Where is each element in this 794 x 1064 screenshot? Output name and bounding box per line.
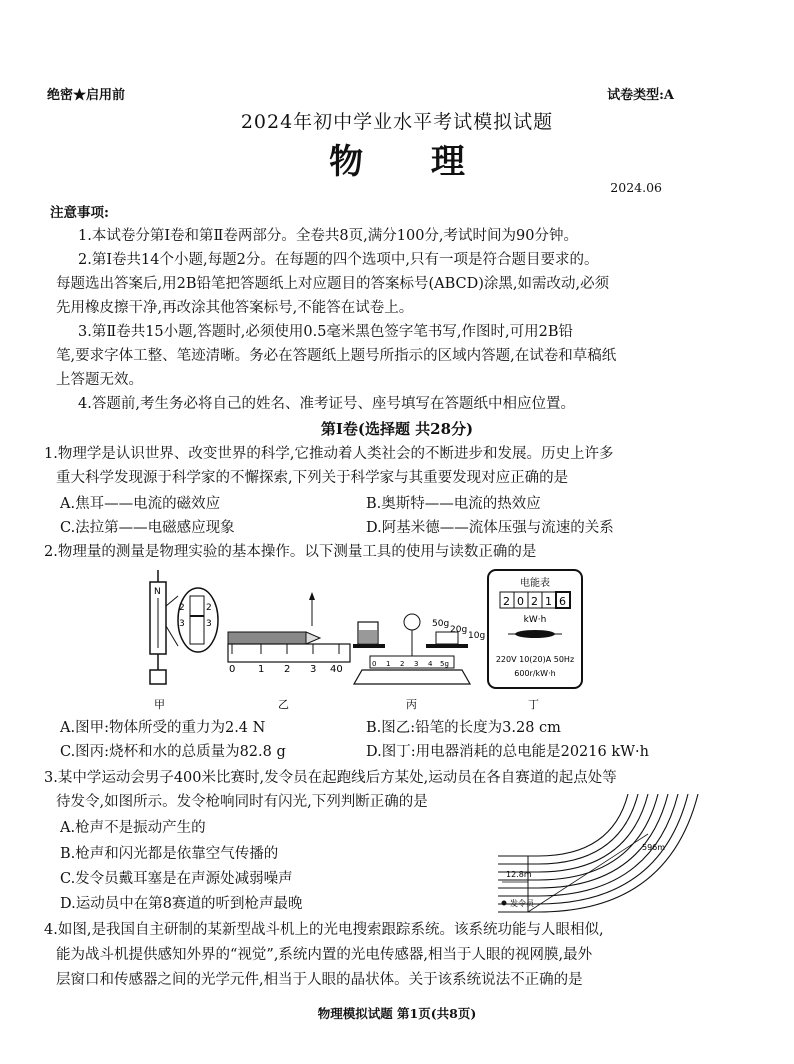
q1-option-b: B.奥斯特——电流的热效应 <box>366 496 541 512</box>
svg-text:3: 3 <box>206 619 212 629</box>
scale-tick-2: 2 <box>400 660 405 668</box>
q2-option-d: D.图丁:用电器消耗的总电能是20216 kW·h <box>366 744 649 760</box>
q3-option-a: A.枪声不是振动产生的 <box>60 820 206 836</box>
track-distance-596: 596m <box>642 843 666 852</box>
notice-line: 每题选出答案后,用2B铅笔把答题纸上对应题目的答案标号(ABCD)涂黑,如需改动,必须 <box>56 276 610 292</box>
figure-label-yi: 乙 <box>278 698 289 711</box>
svg-text:2: 2 <box>206 603 212 613</box>
balance-figure <box>353 614 485 684</box>
notice-line: 先用橡皮擦干净,再改涂其他答案标号,不能答在试卷上。 <box>56 300 414 316</box>
notice-line: 4.答题前,考生务必将自己的姓名、准考证号、座号填写在答题纸中相应位置。 <box>78 396 575 412</box>
meter-digit: 2 <box>503 595 510 608</box>
spring-unit-label: N <box>154 587 161 597</box>
q3-option-c: C.发令员戴耳塞是在声源处减弱噪声 <box>60 871 293 887</box>
q4-stem: 能为战斗机提供感知外界的“视觉”,系统内置的光电传感器,相当于人眼的视网膜,最外 <box>56 947 593 963</box>
notice-line: 3.第Ⅱ卷共15小题,答题时,必须使用0.5毫米黑色签字笔书写,作图时,可用2B铅 <box>78 324 574 340</box>
ruler-tick-4: 40 <box>330 664 343 675</box>
weight-50g: 50g <box>432 619 450 629</box>
ruler-tick-2: 2 <box>284 664 291 675</box>
ruler-tick-3: 3 <box>310 664 317 675</box>
q4-stem: 层窗口和传感器之间的光学元件,相当于人眼的晶状体。关于该系统说法不正确的是 <box>56 972 583 988</box>
meter-digit: 2 <box>531 595 538 608</box>
section-title: 第Ⅰ卷(选择题 共28分) <box>320 420 474 438</box>
meter-unit: kW·h <box>523 615 547 625</box>
meter-rate: 600r/kW·h <box>514 669 556 678</box>
q2-option-a: A.图甲:物体所受的重力为2.4 N <box>60 720 266 736</box>
track-distance-12-8: 12.8m <box>506 870 532 879</box>
ruler-figure <box>228 592 350 675</box>
notice-line: 笔,要求字体工整、笔迹清晰。务必在答题纸上题号所指示的区域内答题,在试卷和草稿纸 <box>56 348 617 364</box>
figure-label-jia: 甲 <box>154 698 165 711</box>
exam-date: 2024.06 <box>610 180 662 195</box>
figure-label-bing: 丙 <box>406 698 417 711</box>
q3-option-d: D.运动员中在第8赛道的听到枪声最晚 <box>60 896 303 912</box>
subject-title: 物 理 <box>329 142 493 182</box>
track-figure <box>498 794 752 918</box>
meter-spec: 220V 10(20)A 50Hz <box>495 655 575 664</box>
ruler-tick-1: 1 <box>258 664 265 675</box>
q3-stem: 待发令,如图所示。发令枪响同时有闪光,下列判断正确的是 <box>56 794 428 810</box>
notice-heading: 注意事项: <box>50 205 109 221</box>
meter-title: 电能表 <box>520 578 550 589</box>
q1-option-d: D.阿基米德——流体压强与流速的关系 <box>366 520 614 536</box>
starter-label: 发令员 <box>510 899 534 908</box>
spring-scale-figure <box>150 570 218 684</box>
notice-line: 上答题无效。 <box>56 372 143 388</box>
svg-text:3: 3 <box>179 619 185 629</box>
scale-tick-0: 0 <box>372 660 377 668</box>
q3-stem: 3.某中学运动会男子400米比赛时,发令员在起跑线后方某处,运动员在各自赛道的起点处等 <box>44 770 617 786</box>
meter-digit: 6 <box>559 595 566 608</box>
exam-title: 2024年初中学业水平考试模拟试题 <box>240 111 554 133</box>
q2-stem: 2.物理量的测量是物理实验的基本操作。以下测量工具的使用与读数正确的是 <box>44 544 537 560</box>
scale-tick-4: 4 <box>428 660 433 668</box>
figure-label-ding: 丁 <box>528 698 539 711</box>
q4-stem: 4.如图,是我国自主研制的某新型战斗机上的光电搜索跟踪系统。该系统功能与人眼相似, <box>44 922 604 938</box>
notice-line: 2.第Ⅰ卷共14个小题,每题2分。在每题的四个选项中,只有一项是符合题目要求的。 <box>78 252 599 268</box>
q1-option-c: C.法拉第——电磁感应现象 <box>60 520 235 536</box>
q1-option-a: A.焦耳——电流的磁效应 <box>60 496 221 512</box>
meter-digit: 0 <box>517 595 524 608</box>
q3-option-b: B.枪声和闪光都是依靠空气传播的 <box>60 846 279 862</box>
q2-option-b: B.图乙:铅笔的长度为3.28 cm <box>366 720 561 736</box>
page-footer: 物理模拟试题 第1页(共8页) <box>317 1006 477 1021</box>
q1-stem: 1.物理学是认识世界、改变世界的科学,它推动着人类社会的不断进步和发展。历史上许多 <box>44 446 614 462</box>
meter-digit: 1 <box>545 595 552 608</box>
q1-stem: 重大科学发现源于科学家的不懈探索,下列关于科学家与其重要发现对应正确的是 <box>56 470 569 486</box>
svg-text:2: 2 <box>179 603 185 613</box>
paper-type: 试卷类型:A <box>607 88 674 103</box>
q2-option-c: C.图丙:烧杯和水的总质量为82.8 g <box>60 744 286 760</box>
notice-line: 1.本试卷分第Ⅰ卷和第Ⅱ卷两部分。全卷共8页,满分100分,考试时间为90分钟。 <box>78 228 578 244</box>
secret-mark: 绝密★启用前 <box>47 88 126 103</box>
q2-figure <box>130 566 690 716</box>
electric-meter-figure <box>488 570 582 688</box>
scale-tick-1: 1 <box>386 660 391 668</box>
weight-20g: 20g <box>450 625 468 635</box>
ruler-tick-0: 0 <box>229 664 236 675</box>
scale-tick-3: 3 <box>414 660 419 668</box>
weight-10g: 10g <box>468 631 486 641</box>
scale-tick-5: 5g <box>440 660 449 668</box>
